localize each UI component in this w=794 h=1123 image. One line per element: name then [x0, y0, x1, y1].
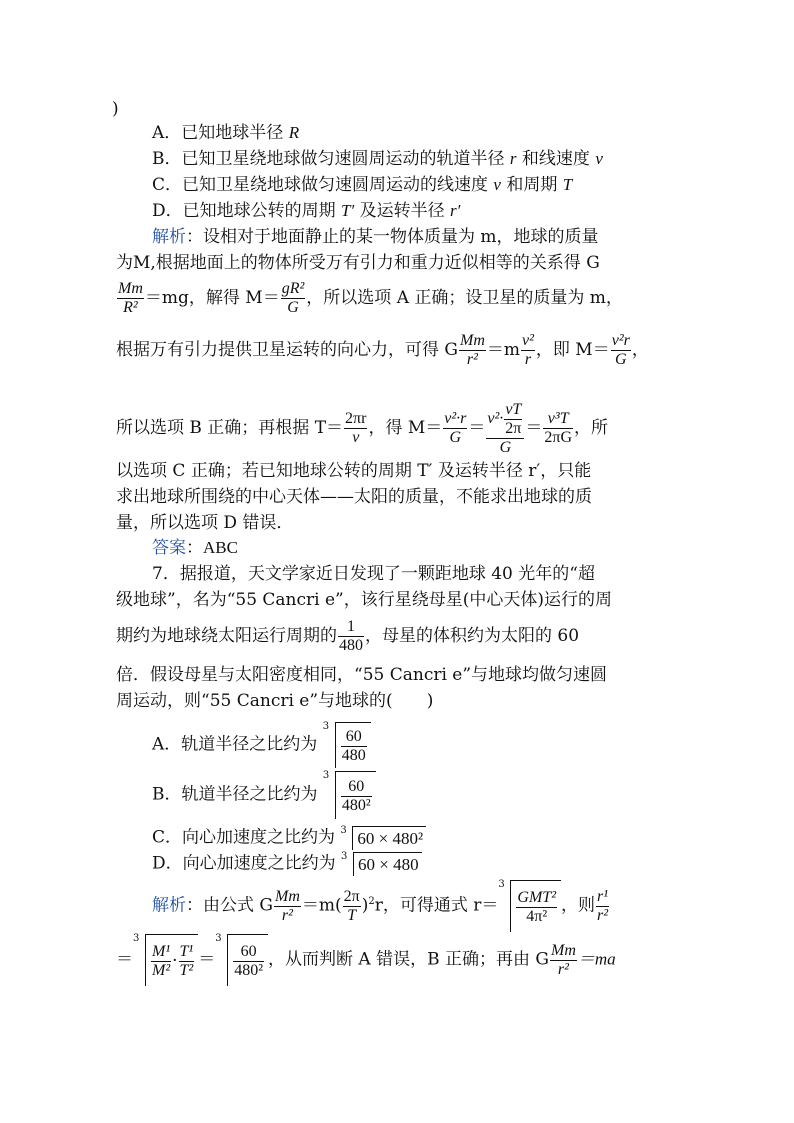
q7-option-b-text: B．轨道半径之比约为: [152, 784, 323, 805]
q6-analysis-line-1: [152, 226, 599, 248]
q7-option-a: [152, 722, 371, 768]
cube-root: 3 $\frac{\text{M¹}}{\text{M²}}$ · $\frac{\text{T¹}}{\text{T²}}$: [133, 934, 198, 986]
cube-root: 3 $\frac{60}{\text{480²}}$: [215, 934, 268, 986]
analysis-text: 根据万有引力提供卫星运转的向心力，可得 G: [116, 340, 458, 360]
fraction-Mm-over-r2: $\frac{Mm}{\text{r²}}$: [274, 887, 300, 924]
analysis-text: 所以选项 B 正确；再根据 T＝: [116, 418, 344, 438]
analysis-text: ＝m: [301, 895, 335, 916]
fraction-compound: v²· $\frac{vT}{2\pi}$ G: [486, 401, 524, 457]
var-T: T: [562, 175, 573, 194]
q6-analysis-line-6: 以选项 C 正确；若已知地球公转的周期 T′ 及运转半径 r′，只能: [116, 461, 592, 481]
paren-close: ): [426, 691, 434, 711]
q6-analysis-line-4: [116, 326, 649, 374]
q7-stem-line-5: [116, 690, 433, 712]
analysis-text: r，可得通式 r＝: [374, 895, 499, 916]
q7-stem-line-1: 7．据报道，天文学家近日发现了一颗距地球 40 光年的“超: [152, 564, 595, 584]
q6-option-b-text: B．已知卫星绕地球做匀速圆周运动的轨道半径: [152, 149, 510, 169]
analysis-text: ＝: [198, 949, 216, 970]
cube-root: 3 60 × 480: [341, 852, 422, 876]
q6-option-a: [152, 122, 299, 144]
analysis-text: ，从而判断 A 错误，B 正确；再由 G: [268, 949, 549, 970]
var-v: v: [493, 175, 501, 194]
analysis-text: ，即 M＝: [535, 340, 610, 360]
answer-label: 答案: [152, 538, 186, 558]
q6-option-d-text: D．已知地球公转的周期: [152, 201, 342, 221]
q7-option-c: [152, 826, 426, 850]
q7-option-a-text: A．轨道半径之比约为: [152, 734, 323, 755]
q6-option-c-mid: 和周期: [500, 175, 563, 195]
q7-text: 周运动，则“55 Cancri e”与地球的(: [116, 691, 393, 711]
cube-root: 3 $\frac{60}{\text{480²}}$: [323, 771, 376, 819]
q7-analysis-line-1: 解析：由公式 G $\frac{Mm}{\text{r²}}$ ＝m( $\frac{2\pi}{T}$ )$^2$r，可得通式 r＝ 3 $\frac{\text{GMT²}}{\text{4π²}}$ ，则 $\frac{\text{r¹}}{\text{r²}}$: [152, 880, 610, 932]
q7-option-d: [152, 852, 422, 876]
q6-option-c-text: C．已知卫星绕地球做匀速圆周运动的线速度: [152, 175, 494, 195]
analysis-text: ，则: [560, 895, 595, 916]
analysis-text: ＝: [525, 418, 543, 438]
q6-option-d-mid: 及运转半径: [354, 201, 451, 221]
analysis-text: ，: [631, 340, 649, 360]
analysis-text: ＝m: [486, 340, 520, 360]
analysis-text: ，得 M＝: [368, 418, 443, 438]
fraction-2pir-over-v: $\frac{2\pi r}{v}$: [345, 410, 367, 446]
q7-stem-line-3: [116, 612, 579, 660]
analysis-text: ，所: [574, 418, 609, 438]
fraction-Mm-over-r2: $\frac{Mm}{\text{r²}}$: [551, 941, 576, 978]
analysis-text: ，所以选项 A 正确；设卫星的质量为 m，: [306, 288, 623, 308]
var-v: v: [595, 149, 603, 168]
q6-option-b: [152, 148, 603, 170]
q7-option-c-text: C．向心加速度之比约为: [152, 827, 341, 848]
var-R: R: [288, 123, 300, 142]
q7-stem-line-2: 级地球”，名为“55 Cancri e”，该行星绕母星(中心天体)运行的周: [116, 590, 613, 610]
q6-analysis-line-2: 为M,根据地面上的物体所受万有引力和重力近似相等的关系得 G: [116, 253, 600, 273]
fraction-Mm-over-R2: $\frac{Mm}{\text{R²}}$: [118, 280, 143, 316]
cube-root: 3 $\frac{60}{480}$: [323, 722, 371, 768]
q6-option-b-mid: 和线速度: [516, 149, 596, 169]
q6-analysis-line-8: 量，所以选项 D 错误．: [116, 513, 294, 533]
analysis-text: ：设相对于地面静止的某一物体质量为 m，地球的质量: [186, 227, 599, 247]
cube-root: 3 60 × 480²: [340, 826, 426, 850]
q7-analysis-line-2: [116, 934, 616, 986]
q6-option-c: [152, 174, 572, 196]
var-r-prime: r′: [450, 201, 461, 220]
fraction-2pi-over-T: $\frac{2\pi}{T}$: [343, 887, 360, 924]
fraction-v3T-over-2piG: $\frac{\text{v³T}}{2\pi G}$: [544, 410, 573, 446]
var-T-prime: T′: [341, 201, 355, 220]
fraction-Mm-over-r2: $\frac{Mm}{\text{r²}}$: [459, 332, 485, 368]
paren-close: ): [112, 99, 119, 119]
fraction-v2-over-r: $\frac{\text{v²}}{r}$: [522, 332, 534, 368]
var-r: r: [509, 149, 517, 168]
fraction-gR2-over-G: $\frac{\text{gR²}}{G}$: [281, 280, 305, 316]
cube-root: 3 $\frac{\text{GMT²}}{\text{4π²}}$: [498, 880, 561, 932]
analysis-label: 解析: [152, 895, 186, 916]
fraction-r1-over-r2: $\frac{\text{r¹}}{\text{r²}}$: [596, 887, 609, 924]
analysis-text: ：由公式 G: [186, 895, 273, 916]
analysis-text: ＝ma: [577, 949, 616, 969]
q7-option-b: [152, 771, 376, 819]
analysis-text: ＝: [468, 418, 486, 438]
fraction-v2r-over-G: $\frac{\text{v²·r}}{G}$: [444, 410, 467, 446]
q7-text: 期约为地球绕太阳运行周期的: [116, 626, 337, 646]
q6-option-d: [152, 200, 460, 222]
q6-answer: [152, 537, 238, 559]
analysis-label: 解析: [152, 227, 186, 247]
analysis-text: ＝: [116, 949, 133, 970]
fraction-v2r-over-G: $\frac{\text{v²r}}{G}$: [611, 332, 630, 368]
analysis-text: ＝mg，解得 M＝: [144, 288, 280, 308]
q7-text: ，母星的体积约为太阳的 60: [365, 626, 580, 646]
q6-option-a-text: A．已知地球半径: [152, 123, 289, 143]
q6-analysis-line-7: 求出地球所围绕的中心天体——太阳的质量，不能求出地球的质: [116, 487, 592, 507]
fraction-1-over-480: $\frac{1}{480}$: [339, 618, 363, 654]
q7-option-d-text: D．向心加速度之比约为: [152, 853, 342, 874]
q6-analysis-line-3: [116, 276, 623, 320]
answer-text: ：ABC: [186, 538, 238, 557]
q7-stem-line-4: 倍．假设母星与太阳密度相同，“55 Cancri e”与地球均做匀速圆: [116, 665, 608, 685]
